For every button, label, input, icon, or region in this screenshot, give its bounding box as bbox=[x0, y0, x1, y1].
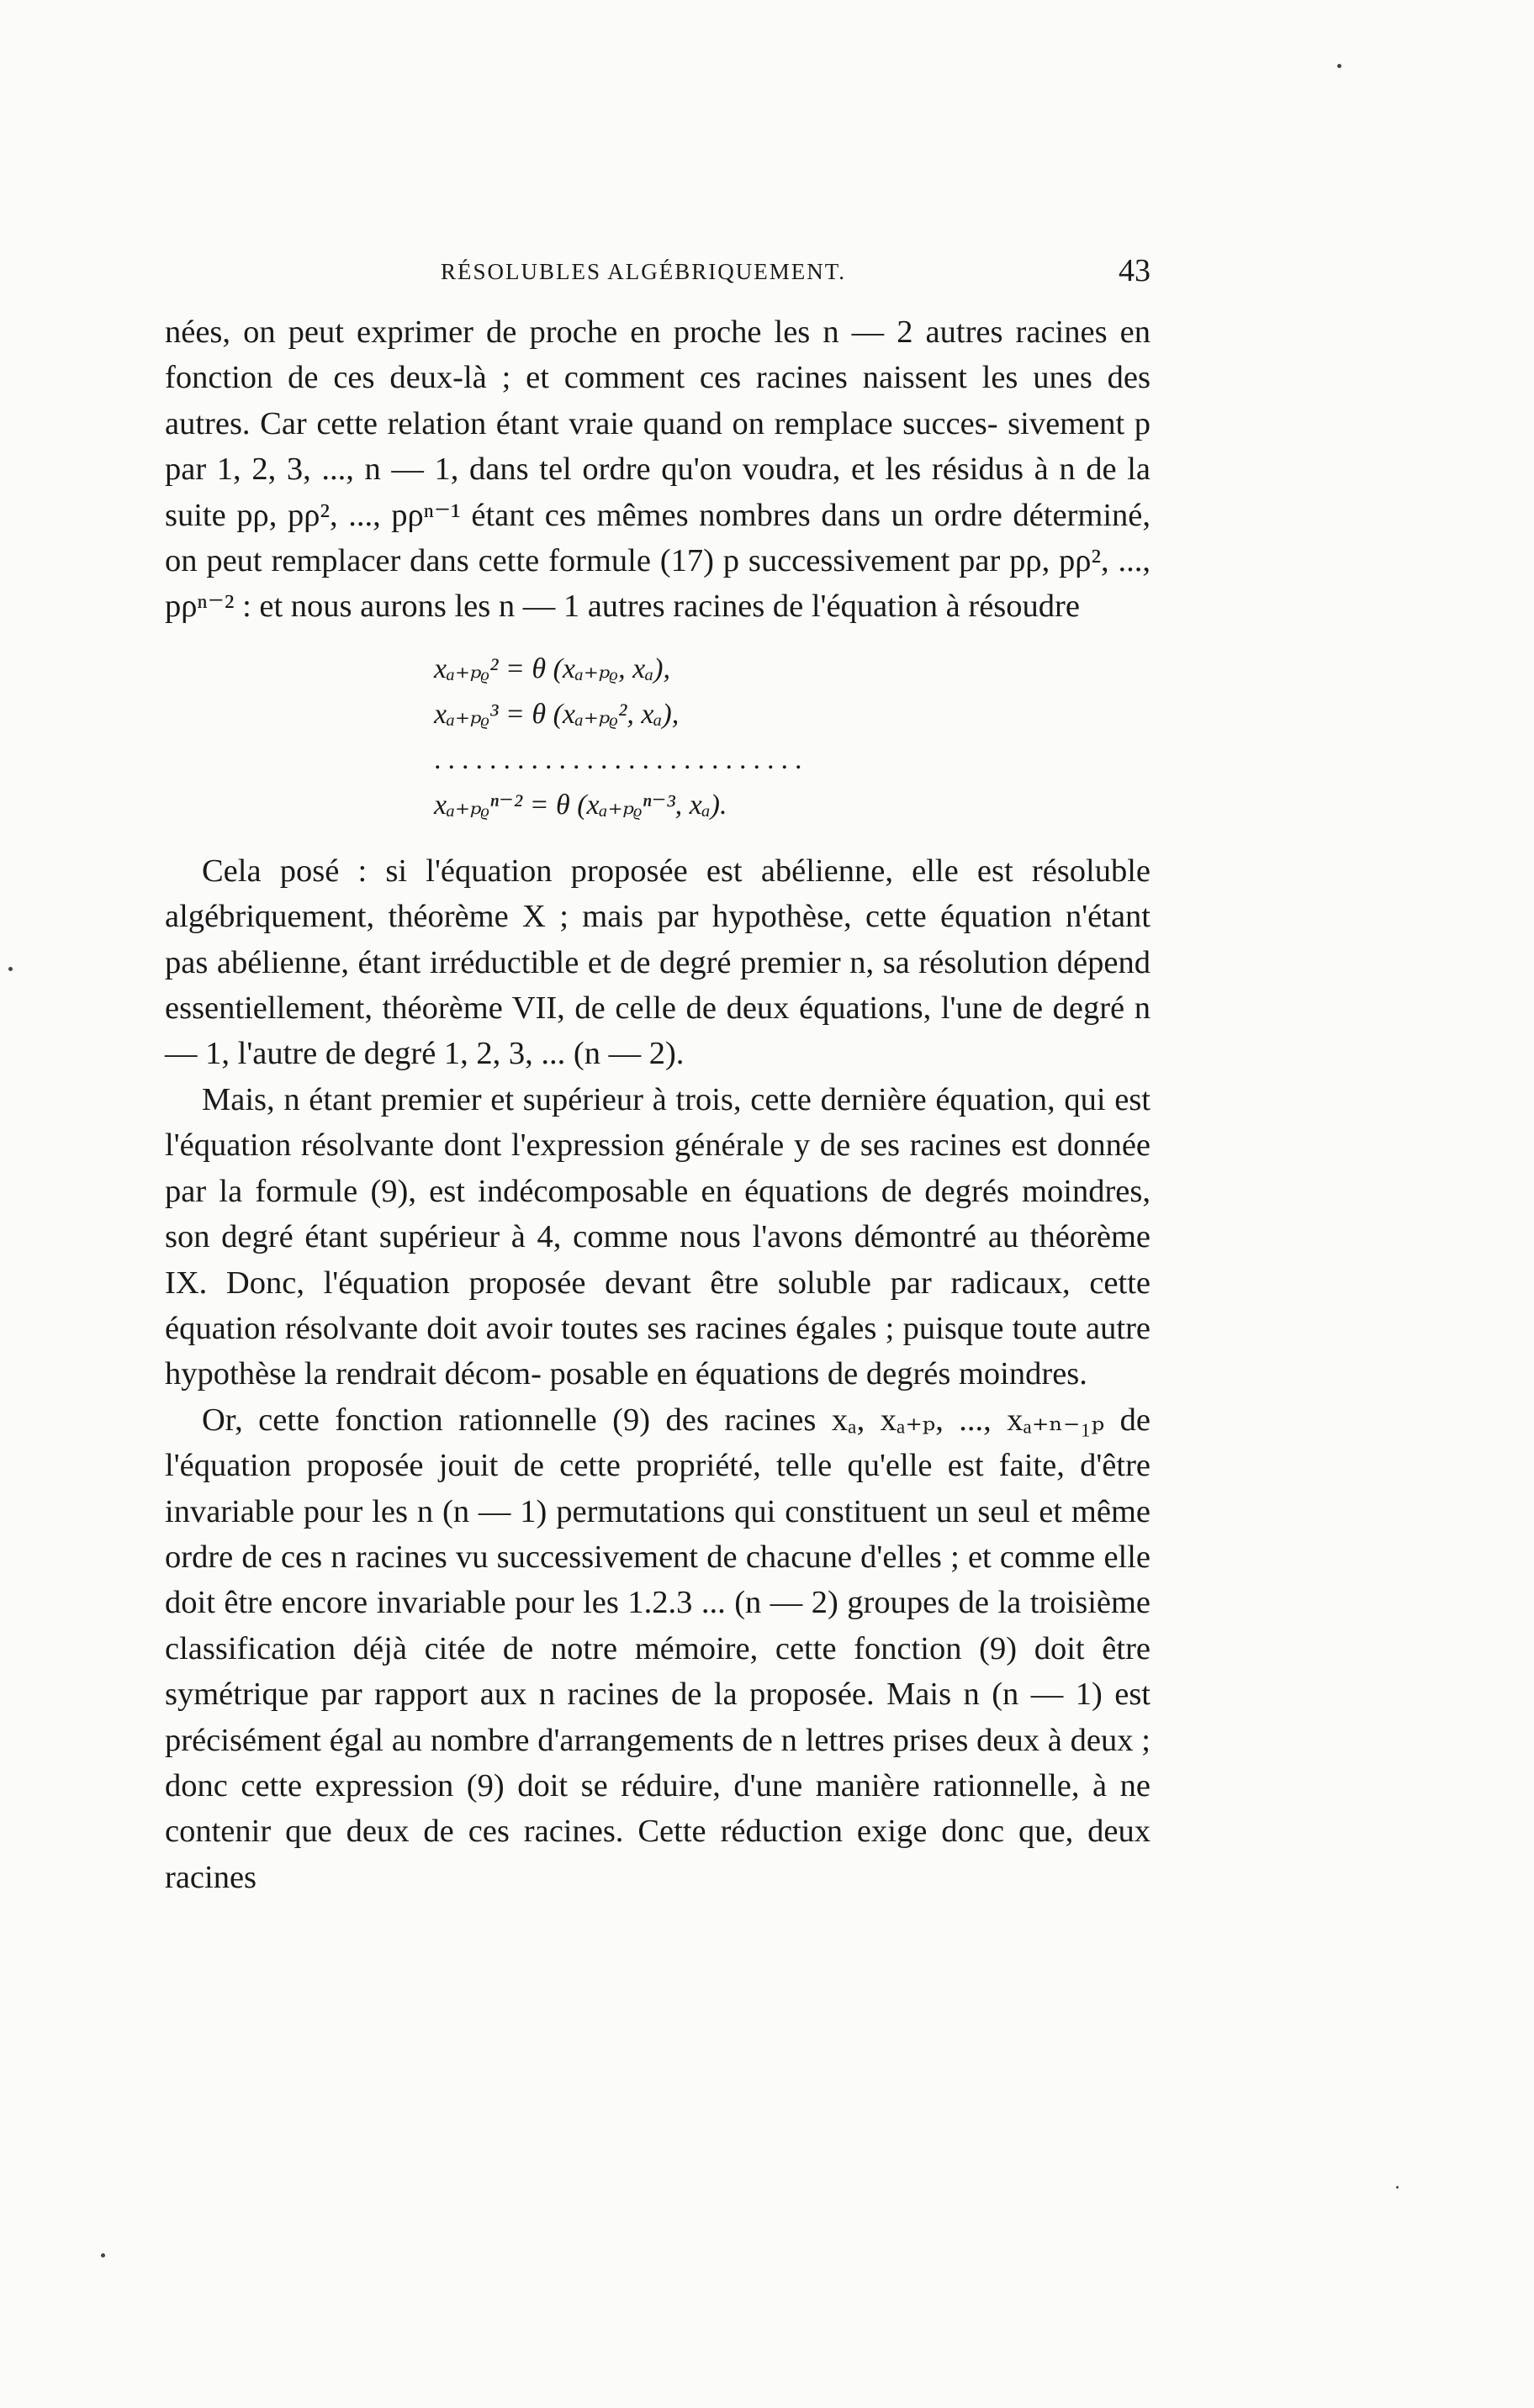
paper-speck bbox=[101, 2253, 105, 2258]
text-line: formule (17) p successivement par pρ, pρ², ..., pρⁿ⁻² : et nous aurons bbox=[165, 543, 1151, 625]
text-line: équations, l'une de degré n — 1, l'autre de degré 1, 2, 3, ... (n — 2). bbox=[165, 990, 1151, 1072]
text-line: résolution dépend essentiellement, théorème VII, de celle de deux bbox=[165, 944, 1150, 1027]
paragraph-3 bbox=[165, 1077, 1150, 1397]
text-line: racines égales ; puisque toute autre hypothèse la rendrait décom- bbox=[165, 1310, 1150, 1392]
text-line: Mais, n étant premier et supérieur à trois, cette dernière équation, bbox=[202, 1081, 1055, 1117]
text-line: les n — 1 autres racines de l'équation à résoudre bbox=[454, 589, 1080, 625]
equation-row: xₐ₊ₚᵨ³ = θ (xₐ₊ₚᵨ², xₐ), bbox=[434, 698, 680, 730]
paragraph-2 bbox=[165, 848, 1150, 1077]
text-line: degrés moindres, son degré étant supérieur à 4, comme nous l'avons bbox=[165, 1173, 1151, 1255]
text-line: algébriquement, théorème X ; mais par hypothèse, cette équation bbox=[165, 899, 1052, 935]
text-line: nombre d'arrangements de n lettres prises deux à deux ; donc cette bbox=[165, 1722, 1150, 1803]
text-line: soluble par radicaux, cette équation résolvante doit avoir toutes ses bbox=[165, 1265, 1150, 1346]
text-line: posable en équations de degrés moindres. bbox=[549, 1356, 1087, 1392]
text-line: mémoire, cette fonction (9) doit être symétrique par rapport aux bbox=[165, 1630, 1151, 1713]
text-line: des autres. Car cette relation étant vraie quand on remplace succes- bbox=[165, 360, 1150, 441]
equation-block bbox=[165, 647, 1150, 828]
running-header bbox=[165, 252, 1150, 299]
equation-row: xₐ₊ₚᵨⁿ⁻² = θ (xₐ₊ₚᵨⁿ⁻³, xₐ). bbox=[434, 789, 727, 821]
paper-speck bbox=[8, 967, 13, 971]
equation-row: xₐ₊ₚᵨ² = θ (xₐ₊ₚᵨ, xₐ), bbox=[434, 652, 670, 684]
text-line: en fonction de ces deux-là ; et comment ces racines naissent les unes bbox=[165, 314, 1150, 396]
running-title: RÉSOLUBLES ALGÉBRIQUEMENT. bbox=[441, 259, 846, 284]
text-line: (n — 2) groupes de la troisième classification déjà citée de notre bbox=[165, 1585, 1151, 1666]
text-line: n racines de la proposée. Mais n (n — 1) est précisément égal au bbox=[165, 1677, 1150, 1758]
text-line: expression (9) doit se réduire, d'une manière rationnelle, à ne contenir bbox=[165, 1767, 1151, 1850]
text-line: n'étant pas abélienne, étant irréductible et de degré premier n, sa bbox=[165, 899, 1150, 980]
text-line: Or, cette fonction rationnelle (9) des racines xₐ, xₐ₊ₚ, ..., xₐ₊ₙ₋₁ₚ bbox=[202, 1402, 1105, 1438]
text-line: qui est l'équation résolvante dont l'expression générale y de ses racines bbox=[165, 1081, 1150, 1164]
text-line: nées, on peut exprimer de proche en proche les n — 2 autres racines bbox=[165, 314, 1108, 350]
text-line: que deux de ces racines. Cette réduction exige donc que, deux racines bbox=[165, 1814, 1151, 1895]
page-number: 43 bbox=[1119, 253, 1150, 288]
paragraph-4 bbox=[165, 1397, 1150, 1900]
text-line: d'être invariable pour les n (n — 1) permutations qui constituent un bbox=[165, 1448, 1150, 1529]
book-page bbox=[165, 252, 1150, 1900]
paragraph-1 bbox=[165, 309, 1150, 630]
equation-ellipsis: ........................... bbox=[434, 743, 809, 775]
text-line: nombres dans un ordre déterminé, on peut remplacer dans cette bbox=[165, 497, 1150, 579]
text-line: de l'équation proposée jouit de cette propriété, telle qu'elle est faite, bbox=[165, 1402, 1151, 1484]
text-line: seul et même ordre de ces n racines vu successivement de chacune bbox=[165, 1493, 1151, 1575]
text-line: Cela posé : si l'équation proposée est abélienne, elle est résoluble bbox=[202, 853, 1150, 889]
paper-speck bbox=[1337, 64, 1341, 68]
text-line: est donnée par la formule (9), est indécomposable en équations de bbox=[165, 1127, 1150, 1209]
text-line: les résidus à n de la suite pρ, pρ², ..., pρⁿ⁻¹ étant ces mêmes bbox=[165, 452, 1151, 533]
page-body bbox=[165, 309, 1150, 1900]
text-line: sivement p par 1, 2, 3, ..., n — 1, dans tel ordre qu'on voudra, et bbox=[165, 405, 1151, 488]
paper-speck bbox=[1396, 2186, 1399, 2189]
text-line: d'elles ; et comme elle doit être encore invariable pour les 1.2.3 ... bbox=[165, 1539, 1151, 1621]
text-line: démontré au théorème IX. Donc, l'équation proposée devant être bbox=[165, 1219, 1150, 1301]
